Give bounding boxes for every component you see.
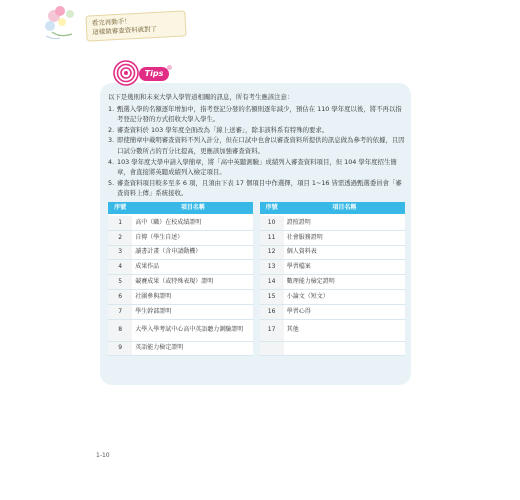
list-item: 3. 即使簡章中載明審查資料不列入計分，但在口試中也會以審查資料所提供的訊息做為參考的依據，且因口試分數所占的百分比提高，更應該加強審查資料。 bbox=[108, 136, 405, 155]
header-no: 序號 bbox=[260, 202, 284, 216]
tips-list bbox=[108, 104, 406, 199]
table-row: 2 自傳（學生自述） 11 社會服務證明 bbox=[108, 231, 405, 246]
table-row: 8 大學入學考試中心高中英語聽力測驗證明 17 其他 bbox=[108, 320, 405, 342]
tips-badge: Tips bbox=[139, 67, 169, 81]
table-row: 9 英語能力檢定證明 bbox=[108, 342, 405, 357]
table-row: 3 讀書計畫（含申請動機） 12 個人資料表 bbox=[108, 246, 405, 261]
target-icon bbox=[113, 60, 139, 86]
note-line-2: 這樣做審查資料就對了 bbox=[92, 24, 158, 37]
list-item: 2. 審查資料於 103 學年度全面改為「線上送審」，除非該科系有特殊的要求。 bbox=[108, 125, 329, 134]
table-row: 4 成果作品 13 學習檔案 bbox=[108, 260, 405, 275]
tips-content bbox=[108, 92, 406, 356]
header-name: 項目名稱 bbox=[284, 202, 405, 216]
tips-header bbox=[113, 60, 183, 86]
reminder-note bbox=[85, 10, 186, 41]
list-item: 4. 103 學年度大學申請入學簡章，將「高中英聽測驗」成績列入審查資料項目，但 104 學年度招生簡章，會直接將英聽成績列入檢定項目。 bbox=[108, 157, 397, 177]
list-item: 5. 審查資料項目較多至多 6 項，且須由下表 17 個項目中作選擇，項目 1~16 皆需透過甄選委員會「審查資料上傳」系統接收。 bbox=[108, 178, 402, 198]
list-item: 1. 甄選入學的名額逐年增加中，指考登記分發的名額則逐年減少，預估在 110 學年度以後，將不再以指考登記分發的方式招收大學入學生。 bbox=[108, 104, 402, 124]
review-items-table bbox=[108, 202, 405, 356]
table-row: 5 競賽成果（或特殊表現）證明 14 數理能力檢定證明 bbox=[108, 275, 405, 290]
flower-decoration-icon bbox=[42, 2, 88, 42]
table-header-row bbox=[108, 202, 405, 216]
table-row: 7 學生幹部證明 16 學習心得 bbox=[108, 305, 405, 320]
badge-dot bbox=[167, 65, 172, 70]
table-row: 1 高中（職）在校成績證明 10 證照證明 bbox=[108, 216, 405, 231]
header-name: 項目名稱 bbox=[132, 202, 253, 216]
page-number: 1-10 bbox=[96, 452, 110, 459]
header-no: 序號 bbox=[108, 202, 132, 216]
note-line-1: 看完再動手！ bbox=[91, 17, 131, 28]
intro-text: 以下是幾則和未來大學入學管道相關的訊息，所有考生應該注意： bbox=[108, 93, 294, 101]
table-row: 6 社團參與證明 15 小論文（短文） bbox=[108, 290, 405, 305]
